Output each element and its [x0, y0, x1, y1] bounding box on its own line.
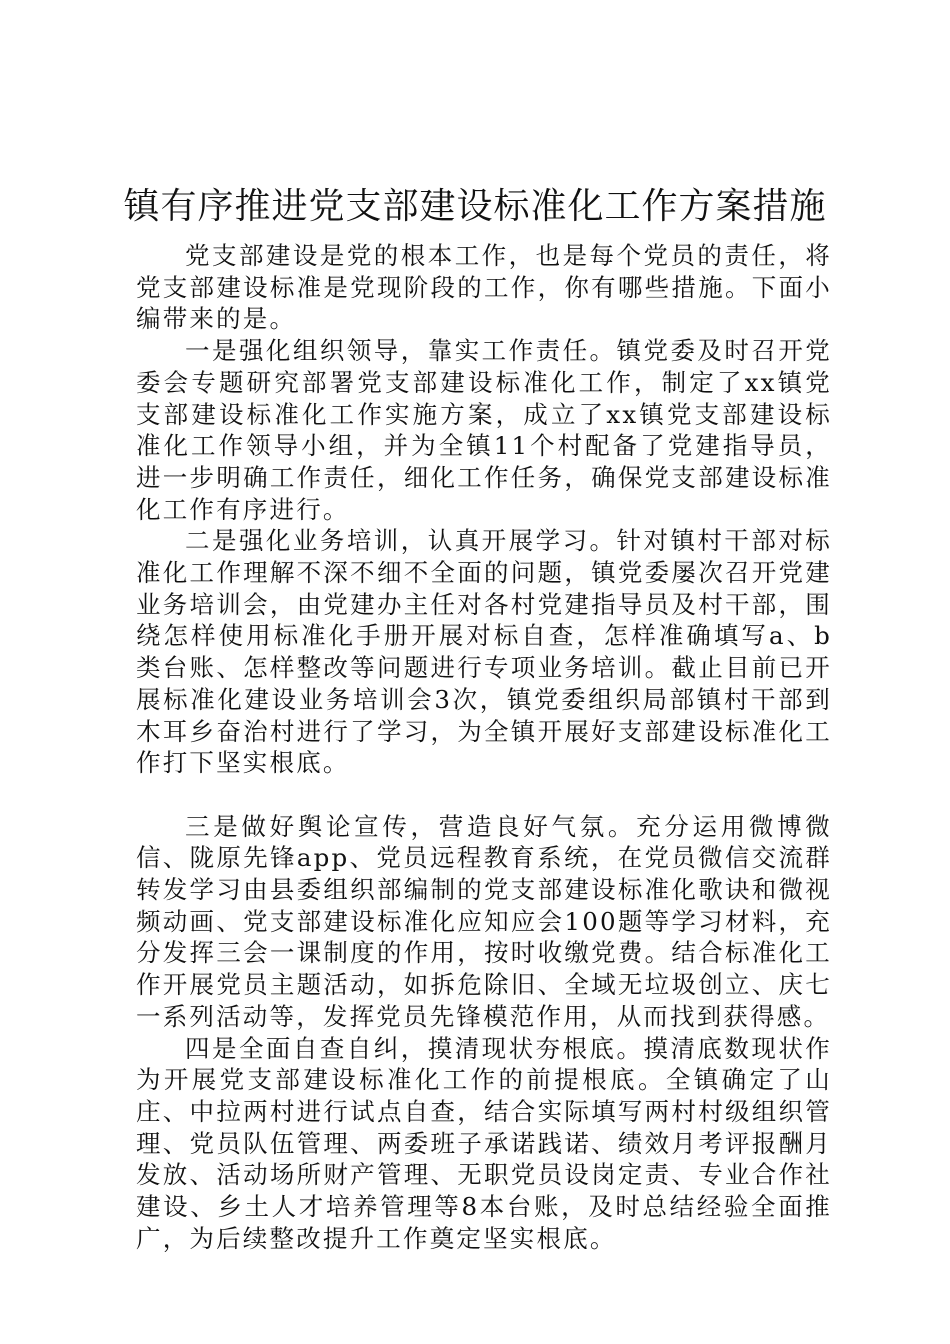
paragraph-measure-4: 四是全面自查自纠，摸清现状夯根底。摸清底数现状作为开展党支部建设标准化工作的前提根底。全镇确定了山庄、中拉两村进行试点自查，结合实际填写两村村级组织管理、党员队伍管理、两委班子承诺践诺、绩效月考评报酬月发放、活动场所财产管理、无职党员设岗定责、专业合作社建设、乡土人才培养管理等8本台账，及时总结经验全面推广，为后续整改提升工作奠定坚实根底。: [136, 1033, 832, 1253]
paragraph-intro: 党支部建设是党的根本工作，也是每个党员的责任，将党支部建设标准是党现阶段的工作，你有哪些措施。下面小编带来的是。: [136, 241, 832, 334]
paragraph-measure-1: 一是强化组织领导，靠实工作责任。镇党委及时召开党委会专题研究部署党支部建设标准化工作，制定了xx镇党支部建设标准化工作实施方案，成立了xx镇党支部建设标准化工作领导小组，并为全镇11个村配备了党建指导员，进一步明确工作责任，细化工作任务，确保党支部建设标准化工作有序进行。: [136, 336, 832, 524]
paragraph-measure-3: 三是做好舆论宣传，营造良好气氛。充分运用微博微信、陇原先锋app、党员远程教育系统，在党员微信交流群转发学习由县委组织部编制的党支部建设标准化歌诀和微视频动画、党支部建设标准化应知应会100题等学习材料，充分发挥三会一课制度的作用，按时收缴党费。结合标准化工作开展党员主题活动，如拆危除旧、全域无垃圾创立、庆七一系列活动等，发挥党员先锋模范作用，从而找到获得感。: [136, 811, 832, 1031]
document-title: 镇有序推进党支部建设标准化工作方案措施: [123, 186, 827, 227]
paragraph-spacer: [136, 779, 832, 811]
document-body: [136, 240, 832, 1254]
paragraph-measure-2: 二是强化业务培训，认真开展学习。针对镇村干部对标准化工作理解不深不细不全面的问题，镇党委屡次召开党建业务培训会，由党建办主任对各村党建指导员及村干部，围绕怎样使用标准化手册开展对标自查，怎样准确填写a、b类台账、怎样整改等问题进行专项业务培训。截止目前已开展标准化建设业务培训会3次，镇党委组织局部镇村干部到木耳乡奋治村进行了学习，为全镇开展好支部建设标准化工作打下坚实根底。: [136, 526, 832, 778]
